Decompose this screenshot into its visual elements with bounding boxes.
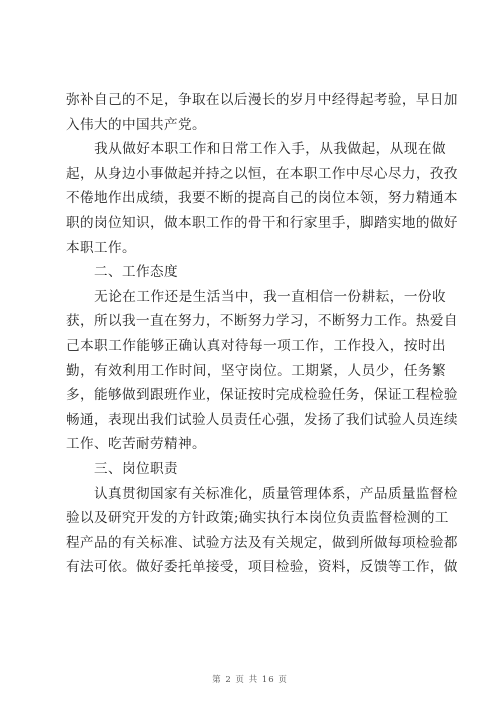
document-body bbox=[66, 88, 458, 580]
text-line: 无论在工作还是生活当中，我一直相信一份耕耘，一份收 bbox=[66, 288, 446, 305]
text-line: 验以及研究开发的方针政策;确实执行本岗位负责监督检测的工 bbox=[66, 510, 449, 527]
text-line: 弥补自己的不足，争取在以后漫长的岁月中经得起考验，早日加 bbox=[66, 92, 458, 108]
text-line: 不倦地作出成绩，我要不断的提高自己的岗位本领，努力精通本 bbox=[66, 190, 458, 207]
section-heading: 二、工作态度 bbox=[66, 264, 178, 281]
text-line: 工作、吃苦耐劳精神。 bbox=[66, 436, 206, 453]
text-line: 畅通，表现出我们试验人员责任心强，发扬了我们试验人员连续 bbox=[66, 411, 458, 428]
text-line: 有法可依。做好委托单接受，项目检验，资料，反馈等工作，做 bbox=[66, 559, 458, 576]
text-line: 我从做好本职工作和日常工作入手，从我做起，从现在做 bbox=[66, 141, 446, 158]
text-line: 入伟大的中国共产党。 bbox=[66, 116, 206, 133]
section-heading: 三、岗位职责 bbox=[66, 460, 178, 477]
text-line: 职的岗位知识，做本职工作的骨干和行家里手，脚踏实地的做好 bbox=[66, 214, 458, 231]
page-footer bbox=[0, 673, 500, 685]
text-line: 获，所以我一直在努力，不断努力学习，不断努力工作。热爱自 bbox=[66, 313, 458, 330]
text-line: 认真贯彻国家有关标准化，质量管理体系，产品质量监督检 bbox=[66, 485, 458, 502]
text-line: 本职工作。 bbox=[66, 239, 136, 256]
text-line: 起，从身边小事做起并持之以恒，在本职工作中尽心尽力，孜孜 bbox=[66, 165, 458, 182]
text-line: 勤，有效利用工作时间，坚守岗位。工期紧，人员少，任务繁 bbox=[66, 362, 446, 379]
text-line: 程产品的有关标准、试验方法及有关规定，做到所做每项检验都 bbox=[66, 534, 458, 551]
text-line: 多，能够做到跟班作业，保证按时完成检验任务，保证工程检验 bbox=[66, 387, 458, 404]
page-number-label: 第 2 页 共 16 页 bbox=[212, 675, 288, 685]
text-line: 己本职工作能够正确认真对待每一项工作，工作投入，按时出 bbox=[66, 337, 446, 354]
